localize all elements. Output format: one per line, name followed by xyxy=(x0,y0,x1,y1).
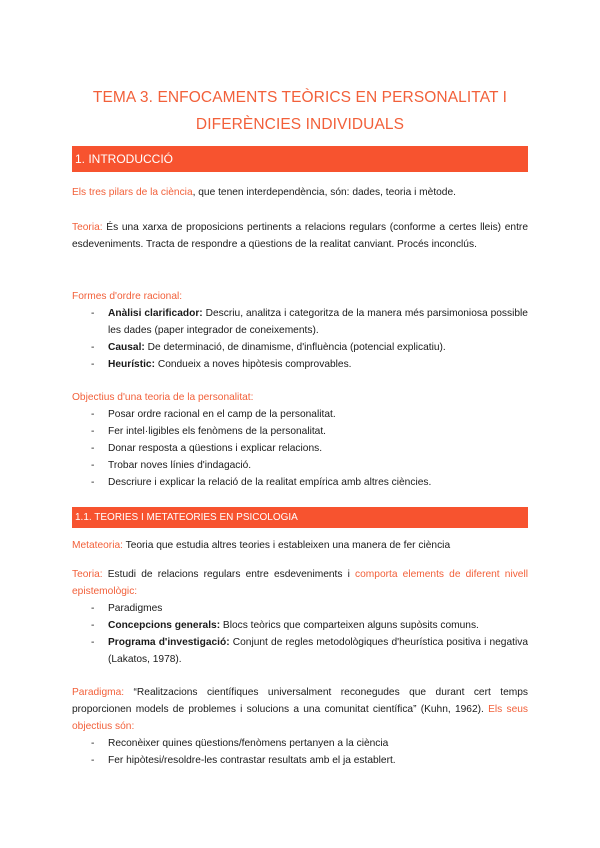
metateoria-label: Metateoria: xyxy=(72,540,123,551)
item-text: Posar ordre racional en el camp de la personalitat. xyxy=(108,409,336,420)
item-bold: Programa d'investigació: xyxy=(108,637,230,648)
paradigma-list xyxy=(72,735,528,769)
section-heading-introduccio: 1. INTRODUCCIÓ xyxy=(72,146,528,172)
list-item: - Trobar noves línies d'indagació. xyxy=(91,460,252,471)
formes-heading: Formes d'ordre racional: xyxy=(72,291,183,302)
item-bold: Causal: xyxy=(108,342,145,353)
item-bold: Anàlisi clarificador: xyxy=(108,308,203,319)
teoria-label: Teoria: xyxy=(72,222,103,233)
item-text: Blocs teòrics que comparteixen alguns supòsits comuns. xyxy=(220,620,479,631)
teoria-text: És una xarxa de proposicions pertinents a relacions regulars (conforme a certes lleis) entre esdeveniments. Tracta de respondre a qüestions de la realitat canviant. Procés inconclús. xyxy=(72,222,528,250)
item-text: Condueix a noves hipòtesis comprovables. xyxy=(155,359,352,370)
item-bold: Heurístic: xyxy=(108,359,155,370)
list-item: - Fer hipòtesi/resoldre-les contrastar resultats amb el ja establert. xyxy=(91,755,396,766)
item-text: Donar resposta a qüestions i explicar relacions. xyxy=(108,443,323,454)
objectius-list xyxy=(72,406,528,491)
page-title xyxy=(72,84,528,138)
item-text: Fer hipòtesi/resoldre-les contrastar resultats amb el ja establert. xyxy=(108,755,396,766)
paradigma-text: “Realitzacions científiques universalment reconegudes que durant cert temps proporcionen models de problemes i solucions a una comunitat científica” (Kuhn, 1962). xyxy=(72,687,528,715)
item-text: Conjunt de regles metodològiques d'heurística positiva i negativa (Lakatos, 1978). xyxy=(108,637,528,665)
teoria-definition-paragraph xyxy=(72,219,528,253)
list-item: - Posar ordre racional en el camp de la personalitat. xyxy=(91,409,336,420)
list-item: - Concepcions generals: Blocs teòrics que comparteixen alguns supòsits comuns. xyxy=(91,620,479,631)
paradigma-paragraph xyxy=(72,684,528,735)
item-text: De determinació, de dinamisme, d'influència (potencial explicatiu). xyxy=(144,342,446,353)
list-item: - Anàlisi clarificador: Descriu, analitza i categoritza de la manera més parsimoniosa possible les dades (paper integrador de coneixements). xyxy=(91,308,528,336)
metateoria-paragraph xyxy=(72,537,528,554)
pilars-label: Els tres pilars de la ciència xyxy=(72,187,193,198)
item-text: Descriure i explicar la relació de la realitat empírica amb altres ciències. xyxy=(108,477,432,488)
title-line-2: DIFERÈNCIES INDIVIDUALS xyxy=(195,116,405,133)
title-line-1: TEMA 3. ENFOCAMENTS TEÒRICS EN PERSONALITAT I xyxy=(92,89,508,106)
item-text: Descriu, analitza i categoritza de la manera més parsimoniosa possible les dades (paper integrador de coneixements). xyxy=(108,308,528,336)
formes-list xyxy=(72,305,528,373)
list-item: - Fer intel·ligibles els fenòmens de la personalitat. xyxy=(91,426,327,437)
teoria2-text: Estudi de relacions regulars entre esdeveniments i xyxy=(102,569,356,580)
teoria2-label: Teoria: xyxy=(72,569,103,580)
item-text: Trobar noves línies d'indagació. xyxy=(108,460,252,471)
list-item: - Donar resposta a qüestions i explicar relacions. xyxy=(91,443,323,454)
list-item: - Reconèixer quines qüestions/fenòmens pertanyen a la ciència xyxy=(91,738,389,749)
list-item: - Heurístic: Condueix a noves hipòtesis comprovables. xyxy=(91,359,352,370)
item-text: Fer intel·ligibles els fenòmens de la personalitat. xyxy=(108,426,327,437)
item-text: Reconèixer quines qüestions/fenòmens pertanyen a la ciència xyxy=(108,738,389,749)
teoria-levels-list xyxy=(72,600,528,668)
metateoria-text: Teoria que estudia altres teories i estableixen una manera de fer ciència xyxy=(122,540,451,551)
list-item: - Descriure i explicar la relació de la realitat empírica amb altres ciències. xyxy=(91,477,432,488)
pilars-paragraph xyxy=(72,184,528,201)
list-item: - Causal: De determinació, de dinamisme, d'influència (potencial explicatiu). xyxy=(91,342,446,353)
paradigma-label: Paradigma: xyxy=(72,687,125,698)
paradigma-accent-text: Els seus objectius són: xyxy=(72,704,528,732)
item-text: Paradigmes xyxy=(108,603,163,614)
pilars-text: , que tenen interdependència, són: dades, teoria i mètode. xyxy=(192,187,456,198)
section-heading-teories: 1.1. TEORIES I METATEORIES EN PSICOLOGIA xyxy=(72,507,528,528)
teoria2-accent-text: comporta elements de diferent nivell epistemològic: xyxy=(72,569,528,597)
objectius-heading: Objectius d'una teoria de la personalitat: xyxy=(72,392,254,403)
list-item: - Paradigmes xyxy=(91,603,163,614)
teoria-levels-paragraph xyxy=(72,566,528,600)
item-bold: Concepcions generals: xyxy=(108,620,221,631)
list-item: - Programa d'investigació: Conjunt de regles metodològiques d'heurística positiva i negativa (Lakatos, 1978). xyxy=(91,637,528,665)
